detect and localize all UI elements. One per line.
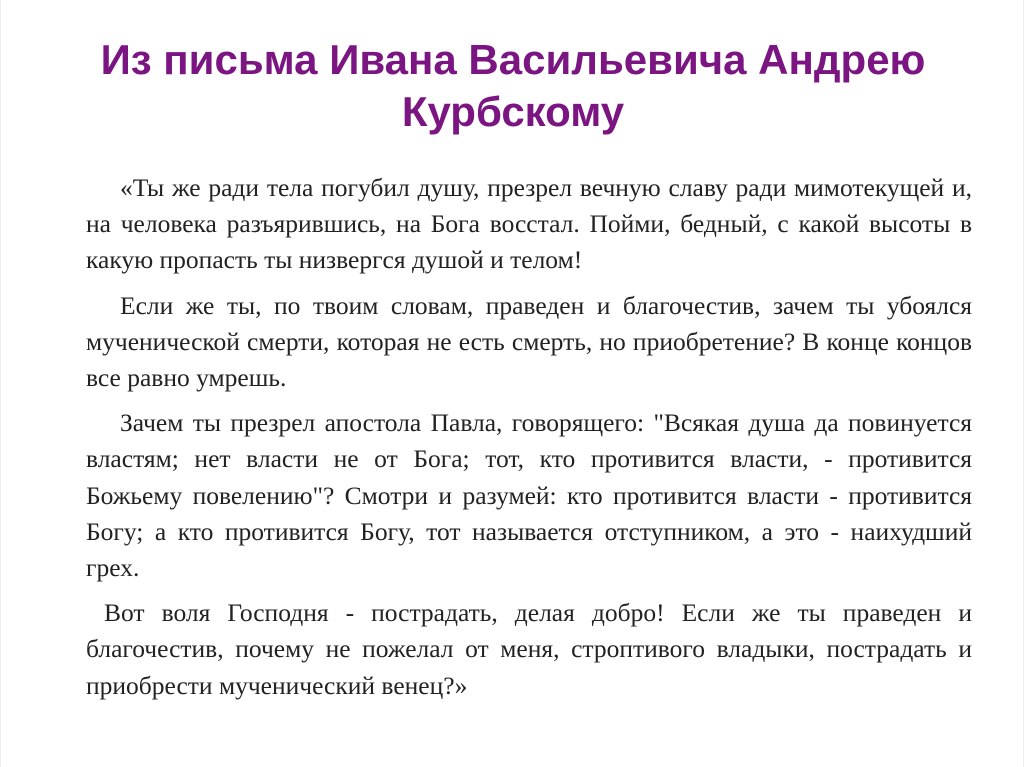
quote-paragraph-2: Если же ты, по твоим словам, праведен и благочестив, зачем ты убоялся мученической смерти, которая не есть смерть, но приобретение? В конце концов все равно умрешь. bbox=[86, 290, 972, 393]
slide-title bbox=[41, 34, 985, 138]
quote-paragraph-4: Вот воля Господня - пострадать, делая добро! Если же ты праведен и благочестив, почему не пожелал от меня, строптивого владыки, пострадать и приобрести мученический венец?» bbox=[86, 598, 972, 700]
quote-paragraph-3: Зачем ты презрел апостола Павла, говорящего: "Всякая душа да повинуется властям; нет власти не от Бога; тот, кто противится власти, - противится Божьему повелению"? Смотри и разумей: кто противится власти - противится Богу; а кто противится Богу, тот называется отступником, а это - наихудший грех. bbox=[86, 408, 972, 583]
quote-paragraph-1: «Ты же ради тела погубил душу, презрел вечную славу ради мимотекущей и, на человека разъярившись, на Бога восстал. Пойми, бедный, с какой высоты в какую пропасть ты низвергся душой и телом! bbox=[86, 173, 972, 275]
letter-quote bbox=[86, 170, 972, 713]
title-line-1: Из письма Ивана Васильевича Андрею bbox=[100, 36, 926, 83]
title-line-2: Курбскому bbox=[401, 88, 625, 135]
